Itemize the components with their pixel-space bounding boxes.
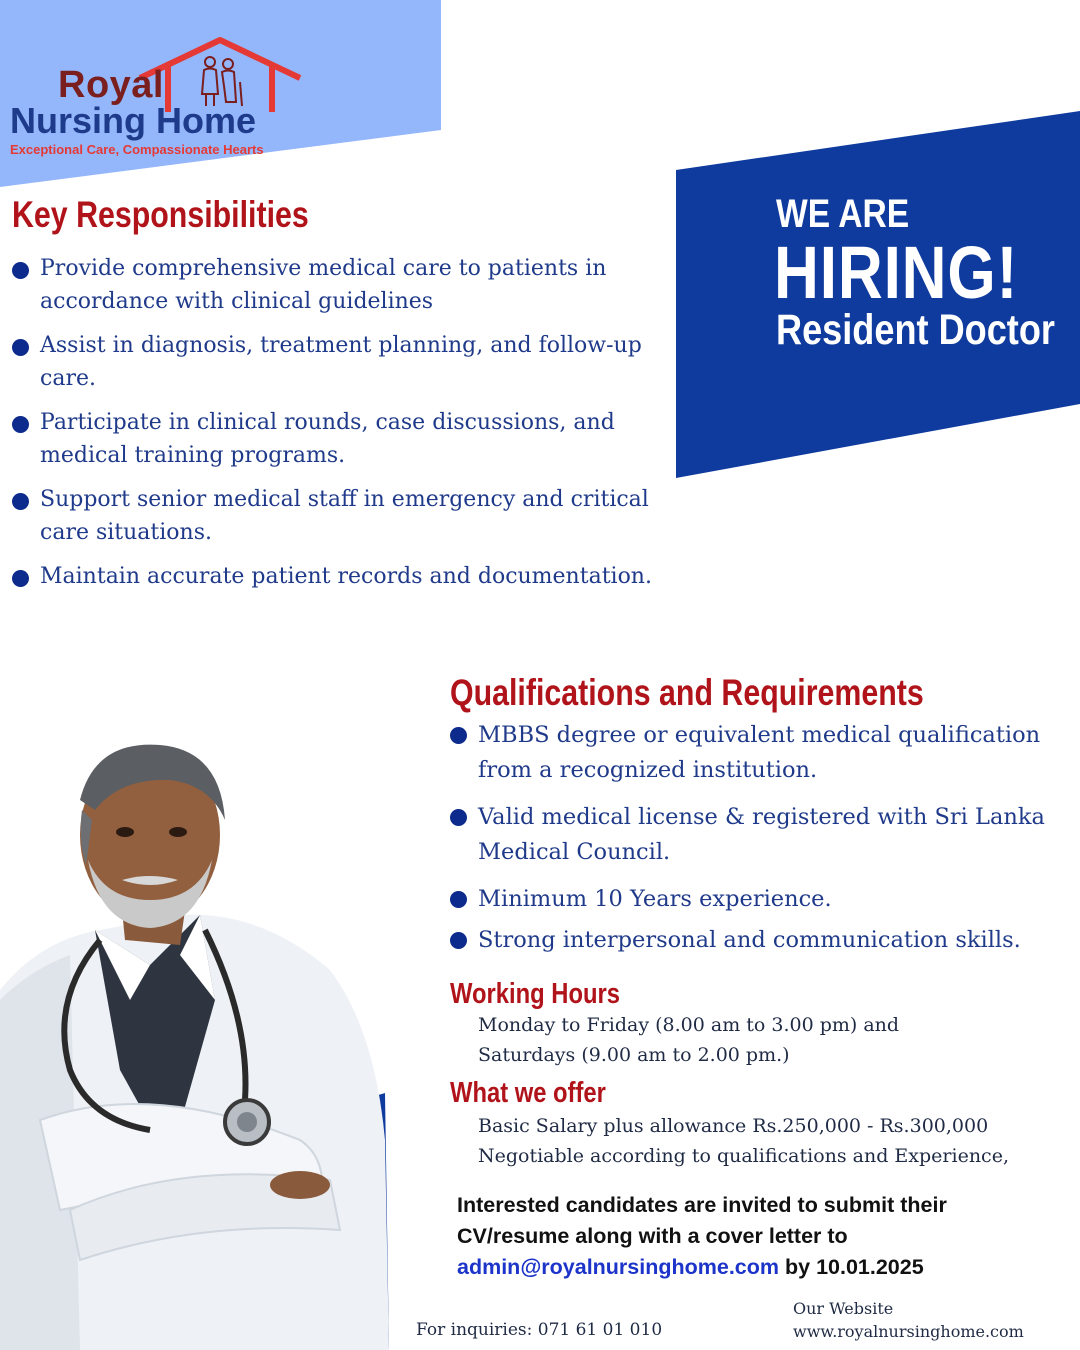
banner-role: Resident Doctor (776, 306, 1055, 354)
qualifications-heading: Qualifications and Requirements (450, 672, 924, 713)
email-link[interactable]: admin@royalnursinghome.com (457, 1255, 780, 1279)
list-item (12, 252, 652, 318)
list-item (450, 923, 1080, 958)
bullet-dot-icon (450, 891, 467, 908)
apply-line (457, 1252, 1067, 1283)
website-label: Our Website (793, 1299, 894, 1318)
list-item (450, 800, 1080, 870)
inquiries-phone: For inquiries: 071 61 01 010 (416, 1320, 663, 1340)
working-hours-line: Saturdays (9.00 am to 2.00 pm.) (478, 1044, 790, 1066)
list-item-text: MBBS degree or equivalent medical qualification from a recognized institution. (478, 722, 1041, 783)
list-item-text: Provide comprehensive medical care to patients in accordance with clinical guidelines (40, 256, 607, 314)
list-item-text: Assist in diagnosis, treatment planning, and follow-up care. (40, 333, 642, 391)
banner-we-are: WE ARE (776, 192, 910, 236)
list-item-text: Support senior medical staff in emergency and critical care situations. (40, 487, 649, 545)
list-item-text: Strong interpersonal and communication skills. (478, 927, 1021, 953)
bullet-dot-icon (12, 416, 29, 433)
logo-word-nursing-home: Nursing Home (10, 100, 257, 141)
offer-line: Negotiable according to qualifications and Experience, (478, 1145, 1009, 1167)
apply-line: Interested candidates are invited to submit their (457, 1193, 947, 1217)
application-instructions (457, 1190, 1067, 1283)
website-block (793, 1297, 1024, 1343)
working-hours-line: Monday to Friday (8.00 am to 3.00 pm) and (478, 1014, 900, 1036)
working-hours-text (478, 1010, 899, 1070)
list-item (12, 483, 652, 549)
bullet-dot-icon (450, 809, 467, 826)
bullet-dot-icon (12, 339, 29, 356)
logo-word-royal: Royal (58, 64, 164, 106)
offer-heading: What we offer (450, 1077, 606, 1109)
offer-text (478, 1111, 1009, 1171)
bullet-dot-icon (450, 727, 467, 744)
list-item (450, 882, 1080, 917)
apply-deadline: by 10.01.2025 (779, 1255, 924, 1279)
list-item (12, 406, 652, 472)
bullet-dot-icon (12, 493, 29, 510)
list-item-text: Maintain accurate patient records and documentation. (40, 564, 652, 589)
qualifications-list (450, 718, 1080, 970)
responsibilities-list (12, 252, 652, 604)
banner-hiring: HIRING! (774, 231, 1019, 314)
list-item (450, 718, 1080, 788)
apply-line: CV/resume along with a cover letter to (457, 1224, 848, 1248)
list-item-text: Valid medical license & registered with Sri Lanka Medical Council. (478, 804, 1045, 865)
list-item-text: Participate in clinical rounds, case discussions, and medical training programs. (40, 410, 615, 468)
list-item-text: Minimum 10 Years experience. (478, 886, 832, 912)
doctor-with-stethoscope-icon (0, 740, 400, 1350)
list-item (12, 329, 652, 395)
offer-line: Basic Salary plus allowance Rs.250,000 - Rs.300,000 (478, 1115, 989, 1137)
bullet-dot-icon (12, 262, 29, 279)
bullet-dot-icon (450, 932, 467, 949)
list-item (12, 560, 652, 593)
bullet-dot-icon (12, 570, 29, 587)
logo (8, 30, 308, 165)
working-hours-heading: Working Hours (450, 978, 620, 1010)
website-link[interactable]: www.royalnursinghome.com (793, 1322, 1024, 1341)
logo-tagline: Exceptional Care, Compassionate Hearts (10, 142, 264, 157)
responsibilities-heading: Key Responsibilities (12, 194, 309, 235)
